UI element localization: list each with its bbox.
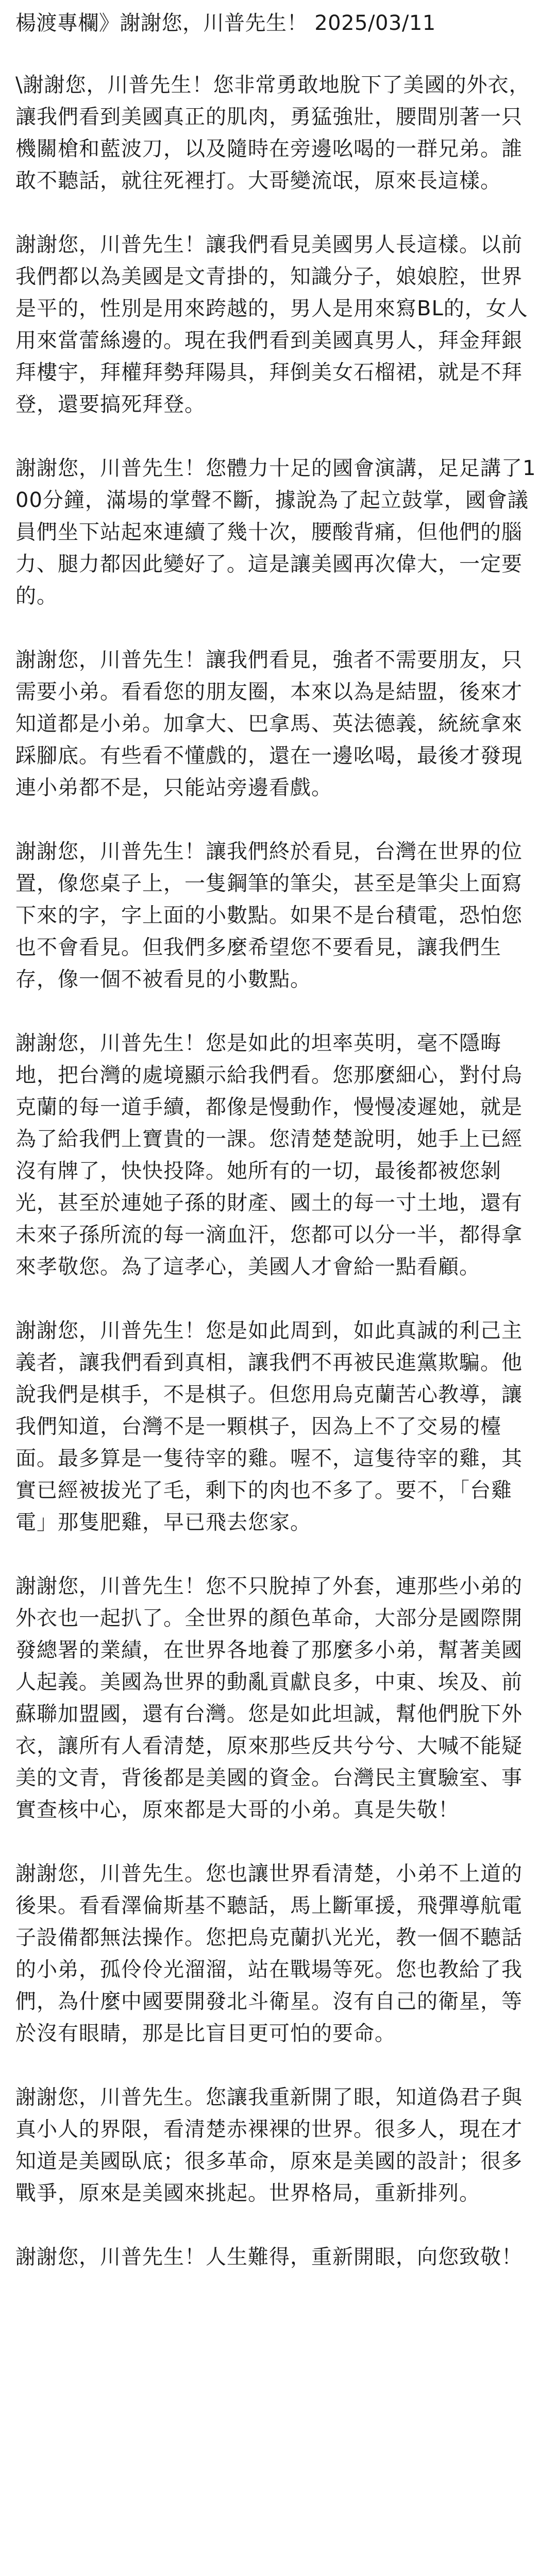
paragraph-8: 謝謝您，川普先生！您不只脫掉了外套，連那些小弟的外衣也一起扒了。全世界的顏色革命，大部分是國際開發總署的業績，在世界各地養了那麼多小弟，幫著美國人起義。美國為世界的動亂貢獻良多，中東、埃及、前蘇聯加盟國，還有台灣。您是如此坦誠，幫他們脫下外衣，讓所有人看清楚，原來那些反共兮兮、大喊不能疑美的文青，背後都是美國的資金。台灣民主實驗室、事實查核中心，原來都是大哥的小弟。真是失敬！: [15, 1574, 523, 1822]
paragraph-3: 謝謝您，川普先生！您體力十足的國會演講，足足講了100分鐘，滿場的掌聲不斷，據說為了起立鼓掌，國會議員們坐下站起來連續了幾十次，腰酸背痛，但他們的腦力、腿力都因此變好了。這是讓美國再次偉大，一定要的。: [15, 456, 536, 608]
paragraph-1: \謝謝您，川普先生！您非常勇敢地脫下了美國的外衣，讓我們看到美國真正的肌肉，勇猛強壯，腰間別著一只機關槍和藍波刀，以及隨時在旁邊吆喝的一群兄弟。誰敢不聽話，就往死裡打。大哥變流氓，原來長這樣。: [15, 73, 530, 193]
paragraph-11: 謝謝您，川普先生！人生難得，重新開眼，向您致敬！: [15, 2245, 523, 2269]
paragraph-7: 謝謝您，川普先生！您是如此周到，如此真誠的利己主義者，讓我們看到真相，讓我們不再被民進黨欺騙。他說我們是棋手，不是棋子。但您用烏克蘭苦心教導，讓我們知道，台灣不是一顆棋子，因為上不了交易的檯面。最多算是一隻待宰的雞。喔不，這隻待宰的雞，其實已經被拔光了毛，剩下的肉也不多了。要不，「台雞電」那隻肥雞，早已飛去您家。: [15, 1319, 523, 1534]
paragraph-9: 謝謝您，川普先生。您也讓世界看清楚，小弟不上道的後果。看看澤倫斯基不聽話，馬上斷軍援，飛彈導航電子設備都無法操作。您把烏克蘭扒光光，教一個不聽話的小弟，孤伶伶光溜溜，站在戰場等死。您也教給了我們，為什麼中國要開發北斗衛星。沒有自己的衛星，等於沒有眼睛，那是比盲目更可怕的要命。: [15, 1862, 523, 2045]
paragraph-5: 謝謝您，川普先生！讓我們終於看見，台灣在世界的位置，像您桌子上，一隻鋼筆的筆尖，甚至是筆尖上面寫下來的字，字上面的小數點。如果不是台積電，恐怕您也不會看見。但我們多麼希望您不要看見，讓我們生存，像一個不被看見的小數點。: [15, 840, 523, 991]
paragraph-4: 謝謝您，川普先生！讓我們看見，強者不需要朋友，只需要小弟。看看您的朋友圈，本來以為是結盟，後來才知道都是小弟。加拿大、巴拿馬、英法德義，統統拿來踩腳底。有些看不懂戲的，還在一邊吆喝，最後才發現連小弟都不是，只能站旁邊看戲。: [15, 648, 523, 800]
paragraph-6: 謝謝您，川普先生！您是如此的坦率英明，毫不隱晦地，把台灣的處境顯示給我們看。您那麼細心，對付烏克蘭的每一道手續，都像是慢動作，慢慢凌遲她，就是為了給我們上寶貴的一課。您清楚楚說明，她手上已經沒有牌了，快快投降。她所有的一切，最後都被您剝光，甚至於連她子孫的財產、國土的每一寸土地，還有未來子孫所流的每一滴血汗，您都可以分一半，都得拿來孝敬您。為了這孝心，美國人才會給一點看顧。: [15, 1031, 523, 1279]
article-title: 楊渡專欄》謝謝您，川普先生！ 2025/03/11: [15, 11, 436, 35]
paragraph-10: 謝謝您，川普先生。您讓我重新開了眼，知道偽君子與真小人的界限，看清楚赤裸裸的世界。很多人，現在才知道是美國臥底；很多革命，原來是美國的設計；很多戰爭，原來是美國來挑起。世界格局，重新排列。: [15, 2086, 523, 2205]
paragraph-2: 謝謝您，川普先生！讓我們看見美國男人長這樣。以前我們都以為美國是文青掛的，知識分子，娘娘腔，世界是平的，性別是用來跨越的，男人是用來寫BL的，女人用來當蕾絲邊的。現在我們看到美國真男人，拜金拜銀拜樓宇，拜權拜勢拜陽具，拜倒美女石榴裙，就是不拜登，還要搞死拜登。: [15, 233, 528, 416]
